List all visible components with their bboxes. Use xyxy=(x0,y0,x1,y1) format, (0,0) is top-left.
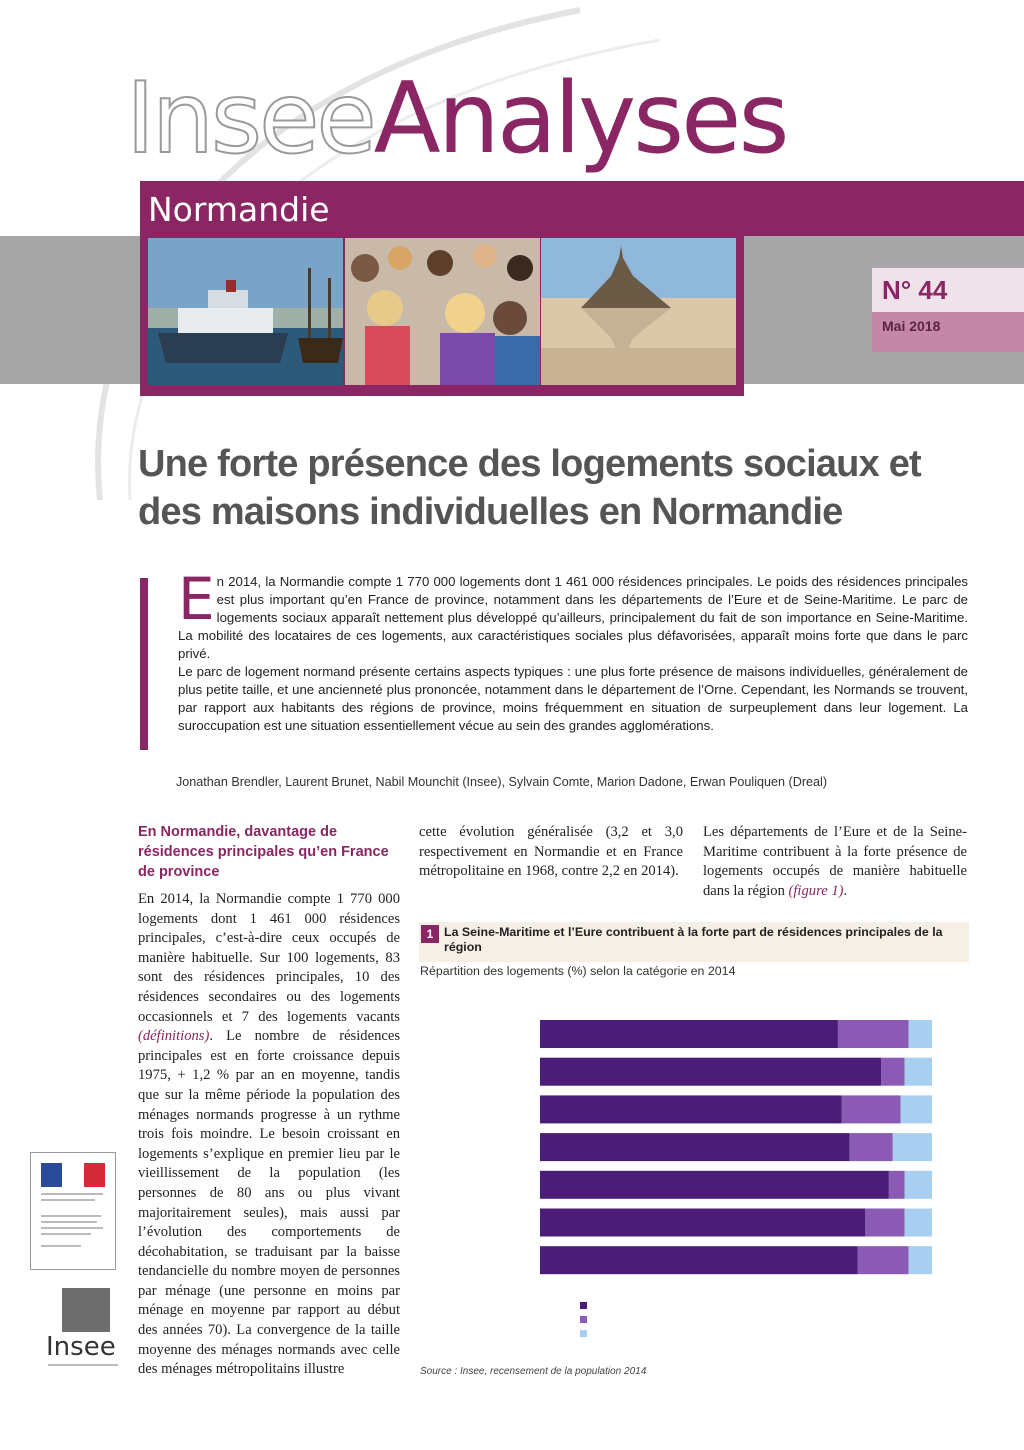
photo-ferry xyxy=(148,238,343,385)
col1-text-before: En 2014, la Normandie compte 1 770 000 logements dont 1 461 000 résidences principales, c’est-à-dire ceux occupés de manière habituelle. Sur 100 logements, 83 sont des résidences principales, 10 des résidences secondaires ou des logements occasionnels et 7 des logements vacants xyxy=(138,891,400,1025)
issue-number: N° 44 xyxy=(882,275,948,305)
body-column-3 xyxy=(703,823,967,901)
section-heading: En Normandie, davantage de résidences principales qu’en France de province xyxy=(138,824,389,880)
definitions-link[interactable]: (définitions) xyxy=(138,1028,210,1045)
bar-row-1-segment-1 xyxy=(540,1020,838,1048)
photo-crowd xyxy=(345,238,540,385)
brand-logo xyxy=(126,62,787,176)
bar-row-1-segment-3 xyxy=(908,1020,932,1048)
title-line-1: Une forte présence des logements sociaux et xyxy=(138,443,921,485)
col3-text-after: . xyxy=(843,882,848,899)
brand-insee: Insee xyxy=(126,62,374,176)
insee-logo xyxy=(42,1288,120,1384)
bar-row-4-segment-1 xyxy=(540,1133,850,1161)
article-title xyxy=(138,440,978,536)
legend-swatch-2 xyxy=(580,1316,587,1323)
bar-row-3-segment-3 xyxy=(901,1095,932,1123)
insee-tagline xyxy=(48,1364,118,1366)
bar-row-7-segment-2 xyxy=(858,1246,909,1274)
bar-row-3-segment-2 xyxy=(842,1095,901,1123)
bar-row-4-segment-3 xyxy=(893,1133,932,1161)
bar-row-7-segment-1 xyxy=(540,1246,858,1274)
bar-row-6-segment-2 xyxy=(865,1209,904,1237)
legend-swatch-1 xyxy=(580,1302,587,1309)
stacked-bar-chart xyxy=(420,1010,980,1360)
bar-row-3-segment-1 xyxy=(540,1095,842,1123)
photo-mont-saint-michel xyxy=(541,238,736,385)
body-column-2: cette évolution généralisée (3,2 et 3,0 respectivement en Normandie et en France métropolitaine en 1968, contre 2,2 en 2014). xyxy=(419,824,683,880)
bar-row-2-segment-3 xyxy=(905,1058,932,1086)
ministry-logo xyxy=(30,1152,116,1270)
bar-row-5-segment-2 xyxy=(889,1171,905,1199)
bar-row-6-segment-1 xyxy=(540,1209,865,1237)
abstract-bar xyxy=(140,578,148,750)
insee-mark-icon xyxy=(62,1288,110,1332)
drop-cap: E xyxy=(178,565,215,633)
bar-row-2-segment-2 xyxy=(881,1058,905,1086)
figure-number: 1 xyxy=(421,925,439,943)
authors: Jonathan Brendler, Laurent Brunet, Nabil Mounchit (Insee), Sylvain Comte, Marion Dadone, Erwan Pouliquen (Dreal) xyxy=(176,775,828,789)
figure-title: La Seine-Maritime et l’Eure contribuent à la forte part de résidences principales de la région xyxy=(444,925,943,954)
bar-row-2-segment-1 xyxy=(540,1058,881,1086)
figure-subtitle: Répartition des logements (%) selon la catégorie en 2014 xyxy=(420,964,736,978)
abstract-paragraph-2: Le parc de logement normand présente certains aspects typiques : une plus forte présence de maisons individuelles, généralement de plus petite taille, et une ancienneté plus prononcée, notamment dans le département de l’Orne. Cependant, les Normands se trouvent, par rapport aux habitants des régions de province, moins fréquemment en situation de surpeuplement dans leur logement. La suroccupation est une situation essentiellement vécue au sein des grandes agglomérations. xyxy=(178,664,968,733)
abstract-paragraph-1: n 2014, la Normandie compte 1 770 000 logements dont 1 461 000 résidences principales. Le poids des résidences principales est plus important qu’en France de province, notamment dans les départements de l’Eure et de Seine-Maritime. Le parc de logements sociaux apparaît nettement plus développé qu’ailleurs, principalement du fait de son importance en Seine-Maritime. La mobilité des locataires de ces logements, aux caractéristiques sociales plus défavorisées, apparaît moins forte que dans le parc privé. xyxy=(178,574,968,661)
col1-text-after: . Le nombre de résidences principales est en forte croissance depuis 1975, + 1,2 % par an en moyenne, tandis que sur la même période la population des ménages normands progresse à un rythme trois fois moindre. Le besoin croissant en logements s’explique en premier lieu par le vieillissement de la population (les personnes de 80 ans ou plus vivant majoritairement seules), mais aussi par l’évolution des comportements de décohabitation, se traduisant par la baisse tendancielle du nombre moyen de personnes par ménage (une personne en moins par ménage en moyenne par rapport au début des années 70). La convergence de la taille moyenne des ménages normands avec celle des ménages métropolitains illustre xyxy=(138,1028,400,1378)
col3-text-before: Les départements de l’Eure et de la Seine-Maritime contribuent à la forte présence de logements occupés de manière habituelle dans la région xyxy=(703,824,967,899)
bar-row-5-segment-1 xyxy=(540,1171,889,1199)
legend-swatch-3 xyxy=(580,1330,587,1337)
region-name: Normandie xyxy=(148,190,330,229)
issue-date: Mai 2018 xyxy=(882,318,941,334)
abstract xyxy=(178,565,968,735)
bar-row-5-segment-3 xyxy=(905,1171,932,1199)
brand-analyses: Analyses xyxy=(373,62,787,176)
title-line-2: des maisons individuelles en Normandie xyxy=(138,491,843,533)
figure-source: Source : Insee, recensement de la population 2014 xyxy=(420,1366,647,1377)
figure-1-link[interactable]: (figure 1) xyxy=(788,882,844,899)
body-column-1 xyxy=(138,890,400,1380)
bar-row-1-segment-2 xyxy=(838,1020,909,1048)
band-gap xyxy=(0,228,140,236)
insee-logo-word: Insee xyxy=(46,1332,116,1362)
bar-row-7-segment-3 xyxy=(908,1246,932,1274)
bar-row-4-segment-2 xyxy=(850,1133,893,1161)
bar-row-6-segment-3 xyxy=(905,1209,932,1237)
marianne-flag-icon xyxy=(41,1163,105,1187)
